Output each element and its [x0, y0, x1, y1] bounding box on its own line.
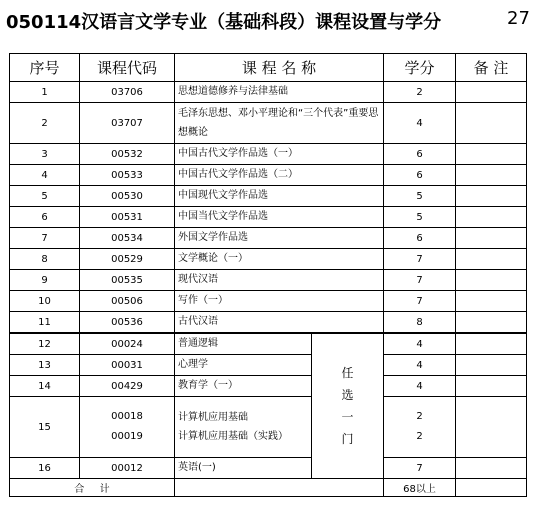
- course-name: 古代汉语: [175, 312, 384, 334]
- row-number: 4: [10, 165, 80, 186]
- row-number: 1: [10, 82, 80, 103]
- table-row: [10, 458, 527, 479]
- row-number: 8: [10, 249, 80, 270]
- row-number: 15: [10, 397, 80, 458]
- table-row: [10, 207, 527, 228]
- course-name: 计算机应用基础: [178, 412, 248, 423]
- table-row: [10, 103, 527, 144]
- page-number: 27: [507, 8, 530, 29]
- course-note: [456, 458, 527, 479]
- course-credit: 6: [384, 228, 456, 249]
- table-row: [10, 228, 527, 249]
- course-credit: 7: [384, 291, 456, 312]
- table-row: [10, 291, 527, 312]
- course-name-group: [175, 397, 312, 458]
- total-row: [10, 479, 527, 497]
- column-header-name: 课 程 名 称: [175, 54, 384, 82]
- course-credit: 4: [384, 333, 456, 355]
- course-name: 心理学: [175, 355, 312, 376]
- course-code: 00531: [80, 207, 175, 228]
- row-number: 3: [10, 144, 80, 165]
- course-credit: 5: [384, 207, 456, 228]
- course-name: 英语(一): [175, 458, 312, 479]
- course-code: 00529: [80, 249, 175, 270]
- course-credit: 7: [384, 249, 456, 270]
- table-row: [10, 249, 527, 270]
- elective-note-char: 任: [341, 366, 354, 380]
- course-code: 03707: [80, 103, 175, 144]
- course-name: 现代汉语: [175, 270, 384, 291]
- course-credit: 4: [384, 103, 456, 144]
- row-number: 6: [10, 207, 80, 228]
- course-name: 中国古代文学作品选（二）: [175, 165, 384, 186]
- course-note: [456, 270, 527, 291]
- table-header-row: [10, 54, 527, 82]
- course-code: 00018: [111, 411, 143, 422]
- table-row: [10, 397, 527, 458]
- table-row: [10, 82, 527, 103]
- course-code: 00506: [80, 291, 175, 312]
- row-number: 9: [10, 270, 80, 291]
- course-code: 00530: [80, 186, 175, 207]
- course-credit: 2: [416, 411, 423, 422]
- course-note: [456, 186, 527, 207]
- row-number: 16: [10, 458, 80, 479]
- course-code: 00012: [80, 458, 175, 479]
- course-name: 教育学（一）: [175, 376, 312, 397]
- course-name: 外国文学作品选: [175, 228, 384, 249]
- row-number: 2: [10, 103, 80, 144]
- course-credit: 8: [384, 312, 456, 334]
- row-number: 5: [10, 186, 80, 207]
- course-credit: 6: [384, 165, 456, 186]
- course-name: 文学概论（一）: [175, 249, 384, 270]
- table-row: [10, 186, 527, 207]
- course-note: [456, 144, 527, 165]
- course-note: [456, 397, 527, 458]
- course-name: 写作（一）: [175, 291, 384, 312]
- course-name: 普通逻辑: [175, 333, 312, 355]
- course-note: [456, 207, 527, 228]
- course-note: [456, 165, 527, 186]
- course-name: 中国古代文学作品选（一）: [175, 144, 384, 165]
- table-row: [10, 312, 527, 334]
- course-code: 00536: [80, 312, 175, 334]
- course-credit: 2: [384, 82, 456, 103]
- course-credit: 4: [384, 355, 456, 376]
- course-note: [456, 82, 527, 103]
- course-code: 00535: [80, 270, 175, 291]
- course-credit: 7: [384, 270, 456, 291]
- course-credit: 4: [384, 376, 456, 397]
- course-name: 思想道德修养与法律基础: [175, 82, 384, 103]
- elective-note-char: 门: [341, 432, 354, 446]
- column-header-no: 序号: [10, 54, 80, 82]
- course-name: 中国当代文学作品选: [175, 207, 384, 228]
- column-header-credit: 学分: [384, 54, 456, 82]
- table-row: [10, 270, 527, 291]
- total-credit: 68以上: [384, 479, 456, 497]
- table-row: [10, 376, 527, 397]
- page-title: 050114汉语言文学专业（基础科段）课程设置与学分: [6, 12, 442, 33]
- course-code: 00019: [111, 431, 143, 442]
- total-label: 合 计: [10, 479, 175, 497]
- course-code: 03706: [80, 82, 175, 103]
- course-note: [456, 291, 527, 312]
- course-code: 00031: [80, 355, 175, 376]
- course-name: 毛泽东思想、邓小平理论和“三个代表”重要思想概论: [175, 103, 384, 144]
- table-row: [10, 144, 527, 165]
- course-credit: 7: [384, 458, 456, 479]
- course-note: [456, 333, 527, 355]
- table-row: [10, 333, 527, 355]
- total-note: [456, 479, 527, 497]
- course-credit: 2: [416, 431, 423, 442]
- elective-note-char: 选: [341, 388, 354, 402]
- column-header-code: 课程代码: [80, 54, 175, 82]
- course-code: 00532: [80, 144, 175, 165]
- row-number: 7: [10, 228, 80, 249]
- course-note: [456, 103, 527, 144]
- course-note: [456, 312, 527, 334]
- course-note: [456, 355, 527, 376]
- course-note: [456, 249, 527, 270]
- course-credit-group: [384, 397, 456, 458]
- row-number: 11: [10, 312, 80, 334]
- course-credit: 5: [384, 186, 456, 207]
- table-row: [10, 355, 527, 376]
- course-code: 00533: [80, 165, 175, 186]
- elective-note-char: 一: [341, 410, 354, 424]
- course-note: [456, 228, 527, 249]
- total-spacer: [175, 479, 384, 497]
- course-code: 00534: [80, 228, 175, 249]
- course-code-group: [80, 397, 175, 458]
- course-note: [456, 376, 527, 397]
- row-number: 10: [10, 291, 80, 312]
- course-name: 中国现代文学作品选: [175, 186, 384, 207]
- course-name: 计算机应用基础（实践）: [178, 431, 288, 442]
- row-number: 12: [10, 333, 80, 355]
- course-credit: 6: [384, 144, 456, 165]
- course-code: 00429: [80, 376, 175, 397]
- column-header-note: 备 注: [456, 54, 527, 82]
- row-number: 13: [10, 355, 80, 376]
- row-number: 14: [10, 376, 80, 397]
- elective-note: [312, 333, 384, 479]
- course-table: [9, 53, 527, 497]
- table-row: [10, 165, 527, 186]
- course-code: 00024: [80, 333, 175, 355]
